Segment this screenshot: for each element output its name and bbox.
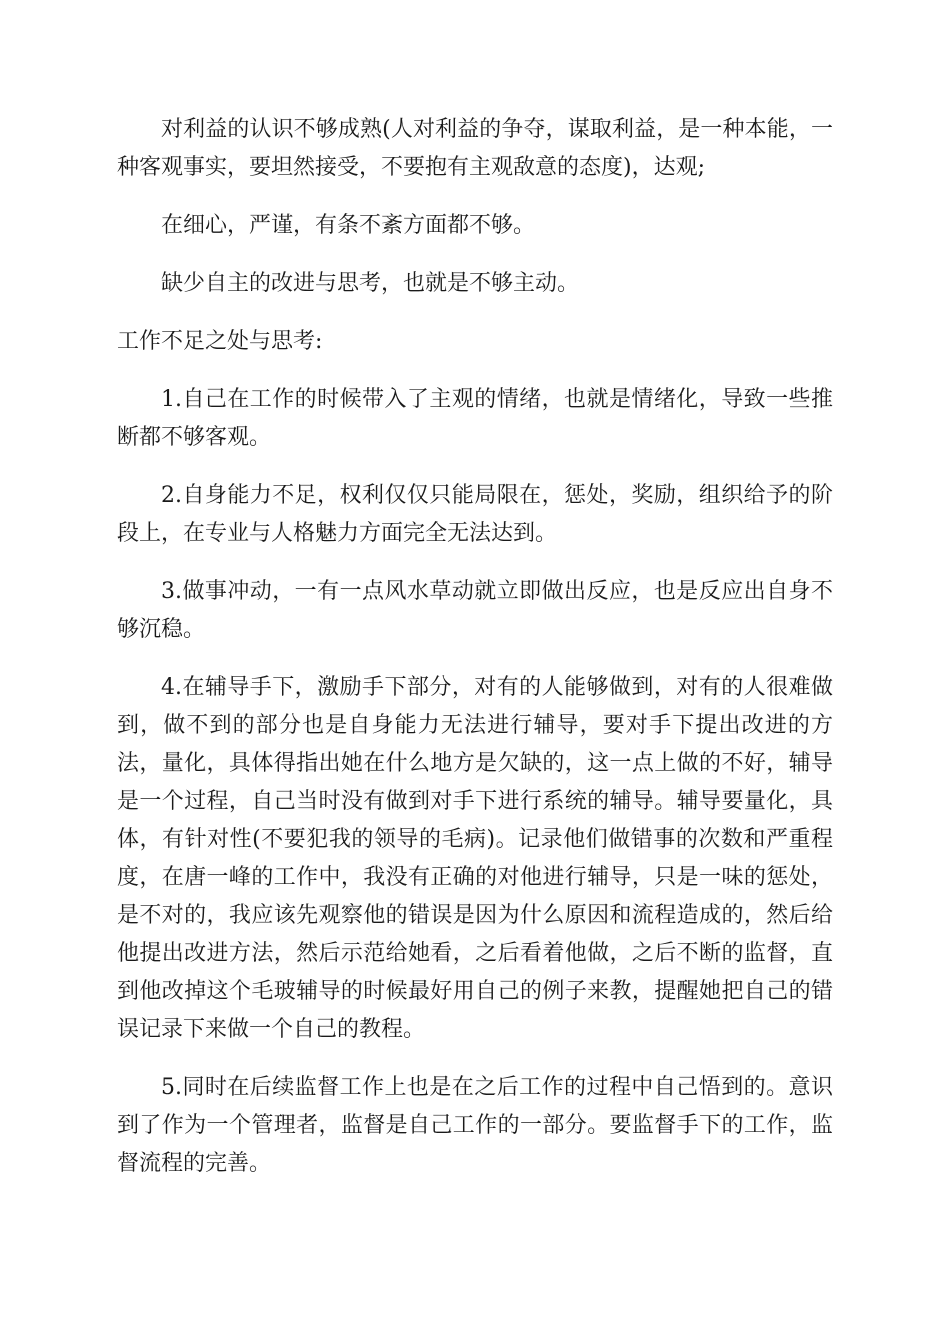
paragraph-initiative: 缺少自主的改进与思考，也就是不够主动。: [161, 271, 580, 296]
list-item-5: 5.同时在后续监督工作上也是在之后工作的过程中自己悟到的。意识到了作为一个管理者，监督是自己工作的一部分。要监督手下的工作，监督流程的完善。: [117, 1075, 833, 1176]
list-item-1: 1.自己在工作的时候带入了主观的情绪，也就是情绪化，导致一些推断都不够客观。: [117, 387, 833, 450]
list-item-4: 4.在辅导手下，激励手下部分，对有的人能够做到，对有的人很难做到，做不到的部分也是自身能力无法进行辅导，要对手下提出改进的方法，量化，具体得指出她在什么地方是欠缺的，这一点上做的不好，辅导是一个过程，自己当时没有做到对手下进行系统的辅导。辅导要量化，具体，有针对性(不要犯我的领导的毛病)。记录他们做错事的次数和严重程度，在唐一峰的工作中，我没有正确的对他进行辅导，只是一味的惩处，是不对的，我应该先观察他的错误是因为什么原因和流程造成的，然后给他提出改进方法，然后示范给她看，之后看着他做，之后不断的监督，直到他改掉这个毛玻辅导的时候最好用自己的例子来教，提醒她把自己的错误记录下来做一个自己的教程。: [117, 675, 833, 1042]
list-item-3: 3.做事冲动，一有一点风水草动就立即做出反应，也是反应出自身不够沉稳。: [117, 579, 833, 642]
list-item-2: 2.自身能力不足，权利仅仅只能局限在，惩处，奖励，组织给予的阶段上，在专业与人格魅力方面完全无法达到。: [117, 483, 833, 546]
document-body: [117, 111, 833, 1203]
section-heading: 工作不足之处与思考:: [117, 329, 323, 354]
paragraph-carefulness: 在细心，严谨，有条不紊方面都不够。: [161, 213, 536, 238]
paragraph-interest: 对利益的认识不够成熟(人对利益的争夺，谋取利益，是一种本能，一种客观事实，要坦然接受，不要抱有主观敌意的态度)，达观;: [117, 117, 833, 180]
